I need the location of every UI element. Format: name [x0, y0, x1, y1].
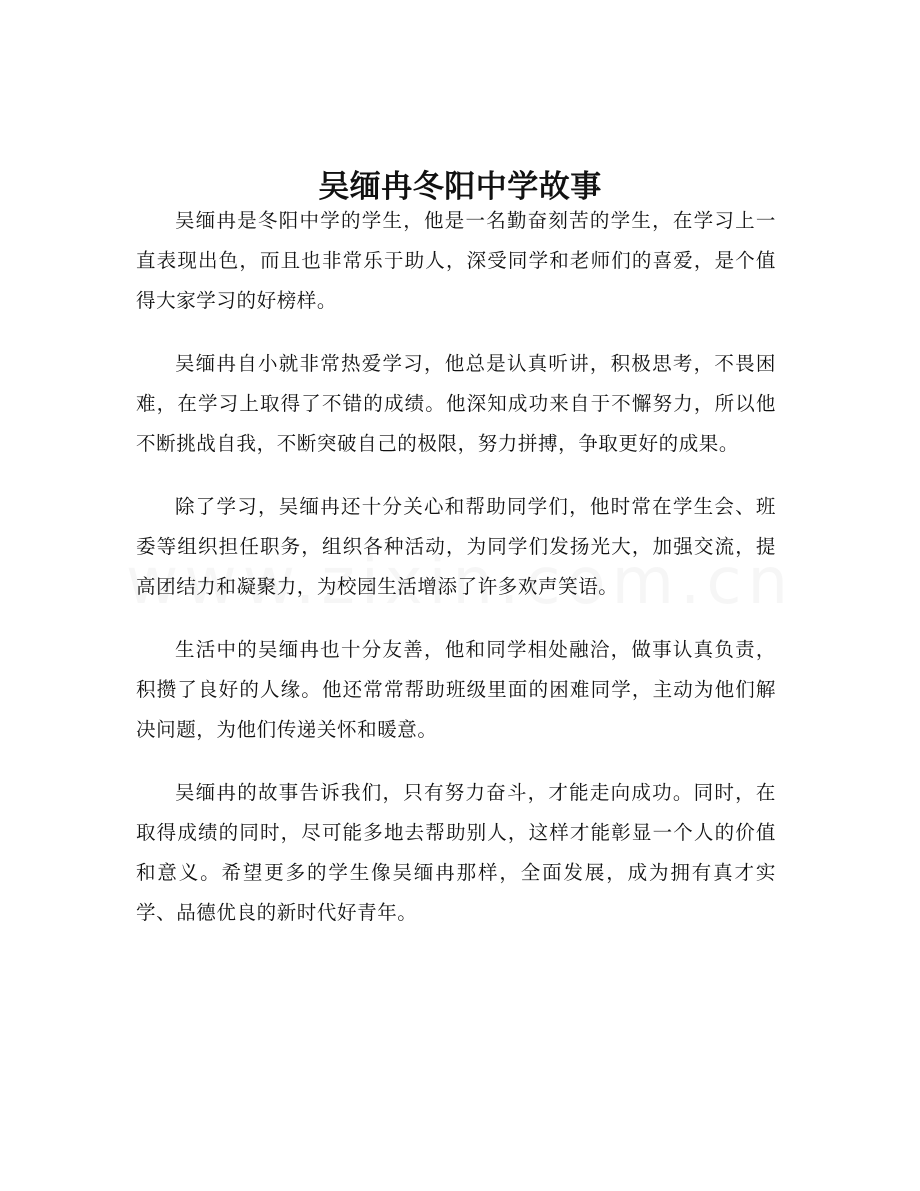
paragraph-1: 吴缅冉是冬阳中学的学生，他是一名勤奋刻苦的学生，在学习上一直表现出色，而且也非常乐于助人，深受同学和老师们的喜爱，是个值得大家学习的好榜样。: [136, 209, 776, 312]
paragraph-2: 吴缅冉自小就非常热爱学习，他总是认真听讲，积极思考，不畏困难，在学习上取得了不错的成绩。他深知成功来自于不懈努力，所以他不断挑战自我，不断突破自己的极限，努力拼搏，争取更好的成果。: [136, 352, 776, 455]
paragraph-4: 生活中的吴缅冉也十分友善，他和同学相处融洽，做事认真负责，积攒了良好的人缘。他还常常帮助班级里面的困难同学，主动为他们解决问题，为他们传递关怀和暖意。: [136, 638, 776, 741]
paragraph-5: 吴缅冉的故事告诉我们，只有努力奋斗，才能走向成功。同时，在取得成绩的同时，尽可能多地去帮助别人，这样才能彰显一个人的价值和意义。希望更多的学生像吴缅冉那样，全面发展，成为拥有真才实学、品德优良的新时代好青年。: [136, 781, 776, 924]
document-title: 吴缅冉冬阳中学故事: [318, 168, 602, 205]
paragraph-3: 除了学习，吴缅冉还十分关心和帮助同学们，他时常在学生会、班委等组织担任职务，组织各种活动，为同学们发扬光大，加强交流，提高团结力和凝聚力，为校园生活增添了许多欢声笑语。: [136, 495, 776, 598]
document-body: [136, 201, 776, 956]
